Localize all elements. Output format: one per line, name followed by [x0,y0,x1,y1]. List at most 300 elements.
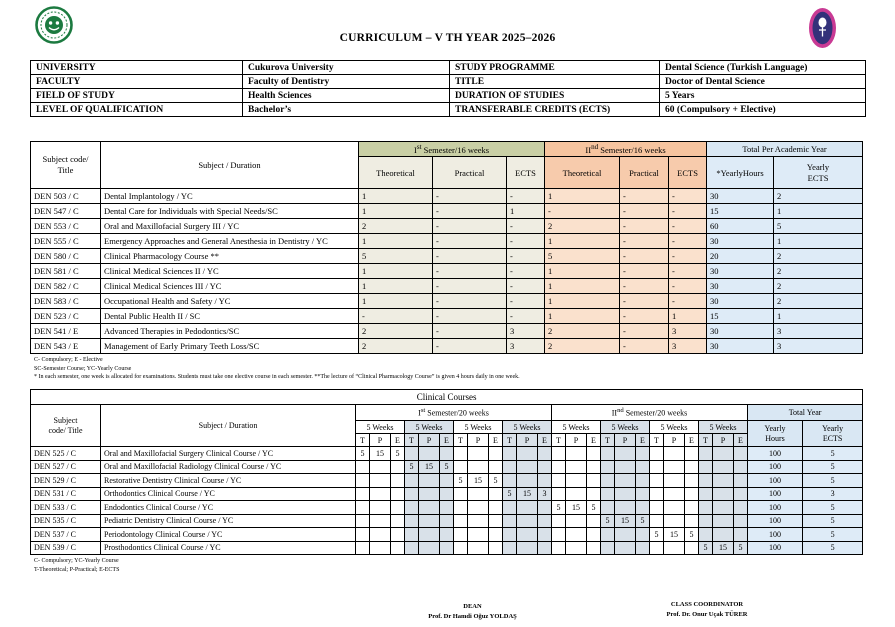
table-row [31,279,863,294]
yearly-ects-value: 2 [774,249,863,264]
total-year-header: Total Year [748,405,863,421]
week-value [734,474,748,488]
sem2-value: 3 [669,324,707,339]
week-value [370,487,391,501]
subject-name: Endodontics Clinical Course / YC [101,501,356,515]
sem1-value: - [433,249,507,264]
week-value [419,541,440,555]
column-header-ects: ECTS [507,157,545,189]
yearly-ects-value: 1 [774,309,863,324]
week-value [517,474,538,488]
subject-name: Occupational Health and Safety / YC [101,294,359,309]
week-value [468,528,489,542]
week-value: 5 [552,501,566,515]
sem1-value: - [507,219,545,234]
subject-name: Oral and Maxillofacial Radiology Clinical Course / YC [101,460,356,474]
sem2-value: - [620,279,669,294]
week-value [440,541,454,555]
week-value [664,487,685,501]
sem1-value: - [433,234,507,249]
theory-courses-table [30,141,863,354]
week-value [552,487,566,501]
week-value [517,528,538,542]
subject-code: DEN 535 / C [31,514,101,528]
column-header-t: T [601,434,615,447]
column-header-text: Title [57,165,74,175]
week-value [419,474,440,488]
week-value [713,460,734,474]
clinical-courses-table [30,389,863,555]
sem2-value: - [669,249,707,264]
week-value [356,514,370,528]
column-header-t: T [552,434,566,447]
yearly-hours-value: 100 [748,514,803,528]
week-value [587,487,601,501]
week-value [734,514,748,528]
week-value [391,474,405,488]
sem2-value: - [620,264,669,279]
sem2-value: - [669,264,707,279]
sem2-value: - [620,324,669,339]
info-label: FIELD OF STUDY [31,89,243,103]
yearly-hours-value: 100 [748,487,803,501]
yearly-ects-value: 5 [774,219,863,234]
table-row [31,324,863,339]
sem2-value: - [669,234,707,249]
column-header-t: T [650,434,664,447]
column-header-e: E [587,434,601,447]
info-label: LEVEL OF QUALIFICATION [31,103,243,117]
week-value [419,487,440,501]
subject-name: Clinical Medical Sciences III / YC [101,279,359,294]
clinical-header-row-1 [31,405,863,421]
yearly-ects-value: 5 [803,460,863,474]
week-value [405,528,419,542]
dean-name: Prof. Dr Hamdi Oğuz YOLDAŞ [428,612,517,620]
week-value [713,501,734,515]
sem2-value: - [620,294,669,309]
week-value: 15 [370,447,391,461]
table-row [31,541,863,555]
week-value [699,460,713,474]
week-value [489,460,503,474]
week-value [615,501,636,515]
week-value [454,460,468,474]
week-value [615,528,636,542]
column-header-t: T [699,434,713,447]
column-header-theoretical: Theoretical [359,157,433,189]
week-value [538,501,552,515]
info-label: FACULTY [31,75,243,89]
week-value: 3 [538,487,552,501]
sem1-value: - [507,264,545,279]
week-value [517,541,538,555]
info-value: 60 (Compulsory + Elective) [660,103,866,117]
yearly-ects-value: 3 [803,487,863,501]
week-value [615,460,636,474]
week-value [552,460,566,474]
footnote: SC-Semester Course; YC-Yearly Course [34,365,132,372]
week-value [734,447,748,461]
table-row [31,474,863,488]
yearly-ects-value: 3 [774,324,863,339]
column-header-e: E [489,434,503,447]
week-value [370,541,391,555]
week-value [503,514,517,528]
info-value: Cukurova University [243,61,450,75]
yearly-hours-value: 30 [707,339,774,354]
week-value: 15 [713,541,734,555]
sem2-value: - [620,204,669,219]
yearly-ects-value: 1 [774,204,863,219]
sem1-value: 3 [507,324,545,339]
week-value [356,460,370,474]
week-value [685,447,699,461]
week-value [440,514,454,528]
week-value [685,501,699,515]
week-value [489,514,503,528]
week-value [391,501,405,515]
page-title: CURRICULUM – V TH YEAR 2025–2026 [339,32,556,44]
sem1-value: 1 [359,204,433,219]
subject-code: DEN 529 / C [31,474,101,488]
week-value [734,487,748,501]
week-value [713,474,734,488]
week-value [370,474,391,488]
info-table-body [31,61,866,117]
week-value [370,460,391,474]
column-header-yearly-hours: Yearly Hours [748,421,803,447]
sem1-value: - [433,339,507,354]
table-row [31,234,863,249]
table-row [31,219,863,234]
subject-code: DEN 581 / C [31,264,101,279]
subject-name: Dental Implantology / YC [101,189,359,204]
yearly-ects-value: 2 [774,294,863,309]
week-value [650,487,664,501]
table-row [31,294,863,309]
info-value: Dental Science (Turkish Language) [660,61,866,75]
week-value [370,514,391,528]
week-value [566,541,587,555]
week-value [454,501,468,515]
table-row [31,460,863,474]
subject-name: Advanced Therapies in Pedodontics/SC [101,324,359,339]
yearly-hours-value: 100 [748,541,803,555]
clinical-table-body [31,447,863,555]
week-value [587,541,601,555]
table-row [31,249,863,264]
week-value [552,528,566,542]
yearly-ects-value: 5 [803,514,863,528]
semester1-header: Ist Semester/20 weeks [356,405,552,421]
week-value: 5 [601,514,615,528]
column-header-t: T [356,434,370,447]
column-header-ects: ECTS [669,157,707,189]
week-value [517,447,538,461]
faculty-emblem-icon [808,7,837,49]
yearly-hours-value: 30 [707,324,774,339]
sem1-value: - [433,189,507,204]
yearly-hours-value: 100 [748,528,803,542]
sem2-value: 1 [545,264,620,279]
column-header-e: E [538,434,552,447]
week-value [370,528,391,542]
sem2-value: 1 [545,189,620,204]
week-value [552,447,566,461]
faculty-emblem-icon [808,7,837,54]
subject-name: Orthodontics Clinical Course / YC [101,487,356,501]
subject-code: DEN 533 / C [31,501,101,515]
week-value [636,447,650,461]
sem2-value: 1 [545,279,620,294]
week-value [356,474,370,488]
sem1-value: - [433,204,507,219]
week-value [734,528,748,542]
week-value [517,501,538,515]
week-value: 5 [405,460,419,474]
week-value [685,474,699,488]
week-value: 5 [503,487,517,501]
yearly-hours-value: 30 [707,279,774,294]
week-value [503,528,517,542]
week-block-header: 5 Weeks [601,421,650,434]
sem1-value: - [433,264,507,279]
week-value [454,514,468,528]
week-value [468,460,489,474]
week-value [419,528,440,542]
week-value [517,460,538,474]
yearly-hours-value: 30 [707,294,774,309]
subject-name: Pediatric Dentistry Clinical Course / YC [101,514,356,528]
subject-name: Dental Care for Individuals with Special Needs/SC [101,204,359,219]
week-value [440,447,454,461]
week-value [405,541,419,555]
week-value [468,487,489,501]
week-value [587,528,601,542]
week-value: 5 [587,501,601,515]
table-row [31,487,863,501]
dean-signature-block [375,602,570,622]
info-label: DURATION OF STUDIES [450,89,660,103]
week-value [419,447,440,461]
column-header-p: P [517,434,538,447]
yearly-hours-value: 30 [707,264,774,279]
week-block-header: 5 Weeks [405,421,454,434]
clinical-title-row [31,390,863,405]
column-header-subject-duration: Subject / Duration [101,142,359,189]
week-value [734,460,748,474]
week-value [685,514,699,528]
subject-code: DEN 543 / E [31,339,101,354]
yearly-ects-value: 2 [774,189,863,204]
yearly-ects-value: 5 [803,447,863,461]
table-row [31,204,863,219]
info-value: Bachelor’s [243,103,450,117]
yearly-hours-value: 60 [707,219,774,234]
sem1-value: 1 [359,294,433,309]
column-header-t: T [503,434,517,447]
week-value [566,460,587,474]
subject-name: Dental Public Health II / SC [101,309,359,324]
yearly-hours-value: 100 [748,447,803,461]
week-value [356,528,370,542]
column-header-subject-duration: Subject / Duration [101,405,356,447]
sem1-value: 2 [359,324,433,339]
week-value [440,487,454,501]
info-value: Doctor of Dental Science [660,75,866,89]
program-info-table [30,60,866,117]
week-value: 5 [454,474,468,488]
week-value [440,501,454,515]
week-value [601,528,615,542]
yearly-ects-value: 2 [774,264,863,279]
yearly-ects-value: 5 [803,501,863,515]
week-value [503,460,517,474]
yearly-hours-value: 15 [707,204,774,219]
column-header-t: T [405,434,419,447]
week-value [615,487,636,501]
week-value [664,514,685,528]
column-header-yearly-ects: Yearly ECTS [774,157,863,189]
week-value [356,501,370,515]
sem2-value: - [620,219,669,234]
info-label: STUDY PROGRAMME [450,61,660,75]
subject-code: DEN 541 / E [31,324,101,339]
week-value [405,501,419,515]
week-value: 5 [636,514,650,528]
coordinator-signature-block [622,600,792,620]
column-header-subject-code [31,142,101,189]
week-value [650,514,664,528]
column-header-p: P [566,434,587,447]
week-value [419,514,440,528]
sem2-value: 2 [545,339,620,354]
subject-code: DEN 523 / C [31,309,101,324]
week-value [664,474,685,488]
week-value [405,474,419,488]
week-value [664,460,685,474]
sem2-value: - [620,234,669,249]
subject-code: DEN 582 / C [31,279,101,294]
week-value [685,541,699,555]
sem1-value: 1 [359,279,433,294]
sem2-value: - [669,219,707,234]
week-value [440,474,454,488]
week-value [489,541,503,555]
week-value [713,514,734,528]
column-header-practical: Practical [620,157,669,189]
week-value [601,487,615,501]
week-value [587,460,601,474]
week-value: 5 [440,460,454,474]
week-value: 5 [685,528,699,542]
week-value [405,487,419,501]
column-header-text: Subject code/ [42,154,89,165]
semester2-header: IInd Semester/20 weeks [552,405,748,421]
sem2-value: 2 [545,324,620,339]
footnote: * In each semester, one week is allocated for examinations. Students must take one elective course in each semester. **The lecture of “Clinical Pharmacology Course” is given 4 hours daily in one week. [34,374,520,381]
week-value [699,528,713,542]
info-row [31,75,866,89]
subject-code: DEN 547 / C [31,204,101,219]
week-value [713,447,734,461]
subject-code: DEN 527 / C [31,460,101,474]
week-value [454,447,468,461]
subject-name: Restorative Dentistry Clinical Course / YC [101,474,356,488]
week-value [489,501,503,515]
subject-name: Emergency Approaches and General Anesthesia in Dentistry / YC [101,234,359,249]
week-value [405,447,419,461]
column-header-e: E [391,434,405,447]
week-value [538,447,552,461]
column-header-e: E [685,434,699,447]
week-value [538,474,552,488]
subject-code: DEN 555 / C [31,234,101,249]
week-block-header: 5 Weeks [552,421,601,434]
subject-code: DEN 503 / C [31,189,101,204]
subject-name: Oral and Maxillofacial Surgery III / YC [101,219,359,234]
subject-name: Periodontology Clinical Course / YC [101,528,356,542]
info-row [31,61,866,75]
sem2-value: - [669,204,707,219]
semester1-header: Ist Semester/16 weeks [359,142,545,157]
week-value: 15 [468,474,489,488]
week-value [356,487,370,501]
sem1-value: 5 [359,249,433,264]
sem2-value: - [620,339,669,354]
sem1-value: 2 [359,339,433,354]
week-value [503,447,517,461]
sem1-value: - [433,324,507,339]
yearly-hours-value: 100 [748,501,803,515]
week-value: 5 [734,541,748,555]
week-value: 15 [566,501,587,515]
subject-code: DEN 531 / C [31,487,101,501]
week-value [454,528,468,542]
week-value [391,487,405,501]
sem1-value: 3 [507,339,545,354]
week-block-header: 5 Weeks [454,421,503,434]
yearly-ects-value: 2 [774,279,863,294]
footnote: T-Theoretical; P-Practical; E-ECTS [34,566,120,573]
week-value: 5 [391,447,405,461]
sem1-value: - [507,279,545,294]
week-value [636,474,650,488]
table-row [31,339,863,354]
week-value: 5 [650,528,664,542]
week-value: 5 [489,474,503,488]
week-value [713,487,734,501]
total-year-header: Total Per Academic Year [707,142,863,157]
week-value [587,447,601,461]
column-header-e: E [636,434,650,447]
week-value [664,541,685,555]
table-row [31,309,863,324]
column-header-theoretical: Theoretical [545,157,620,189]
sem2-value: - [620,249,669,264]
subject-name: Clinical Medical Sciences II / YC [101,264,359,279]
subject-name: Management of Early Primary Teeth Loss/SC [101,339,359,354]
week-value [468,501,489,515]
table-row [31,514,863,528]
week-value [566,487,587,501]
week-value [489,528,503,542]
sem2-value: 1 [545,294,620,309]
sem2-value: 1 [545,234,620,249]
week-value [391,541,405,555]
subject-code: DEN 553 / C [31,219,101,234]
